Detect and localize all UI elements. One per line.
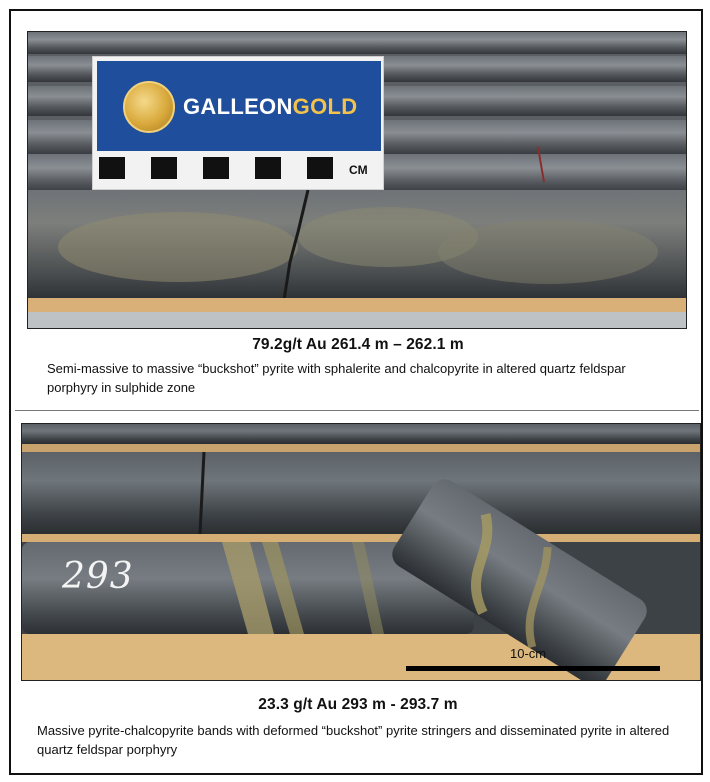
logo-card xyxy=(92,56,384,190)
bottom-panel-description: Massive pyrite-chalcopyrite bands with deformed “buckshot” pyrite stringers and disseminated pyrite in altered quartz feldspar porphyry xyxy=(37,723,670,757)
scale-label: 10-cm xyxy=(510,646,547,661)
core-depth-marker: 293 xyxy=(62,556,134,597)
logo-banner xyxy=(97,61,381,151)
figure-frame xyxy=(9,9,703,775)
cm-scale xyxy=(99,157,333,179)
divider xyxy=(15,410,699,411)
logo-brand-first: GALLEON xyxy=(183,94,293,119)
scale-bar xyxy=(406,666,660,671)
logo-brand-second: GOLD xyxy=(292,94,358,119)
core-photo-bottom-image xyxy=(22,424,701,681)
core-photo-bottom xyxy=(21,423,701,681)
bottom-panel-title: 23.3 g/t Au 293 m - 293.7 m xyxy=(258,696,458,713)
top-panel-description: Semi-massive to massive “buckshot” pyrite with sphalerite and chalcopyrite in altered quartz feldspar porphyry in sulphide zone xyxy=(47,361,626,395)
cm-label: CM xyxy=(349,163,368,177)
galleon-emblem-icon xyxy=(123,81,175,133)
logo-text xyxy=(183,94,357,120)
top-panel-title: 79.2g/t Au 261.4 m – 262.1 m xyxy=(252,336,464,353)
core-photo-top xyxy=(27,31,687,329)
